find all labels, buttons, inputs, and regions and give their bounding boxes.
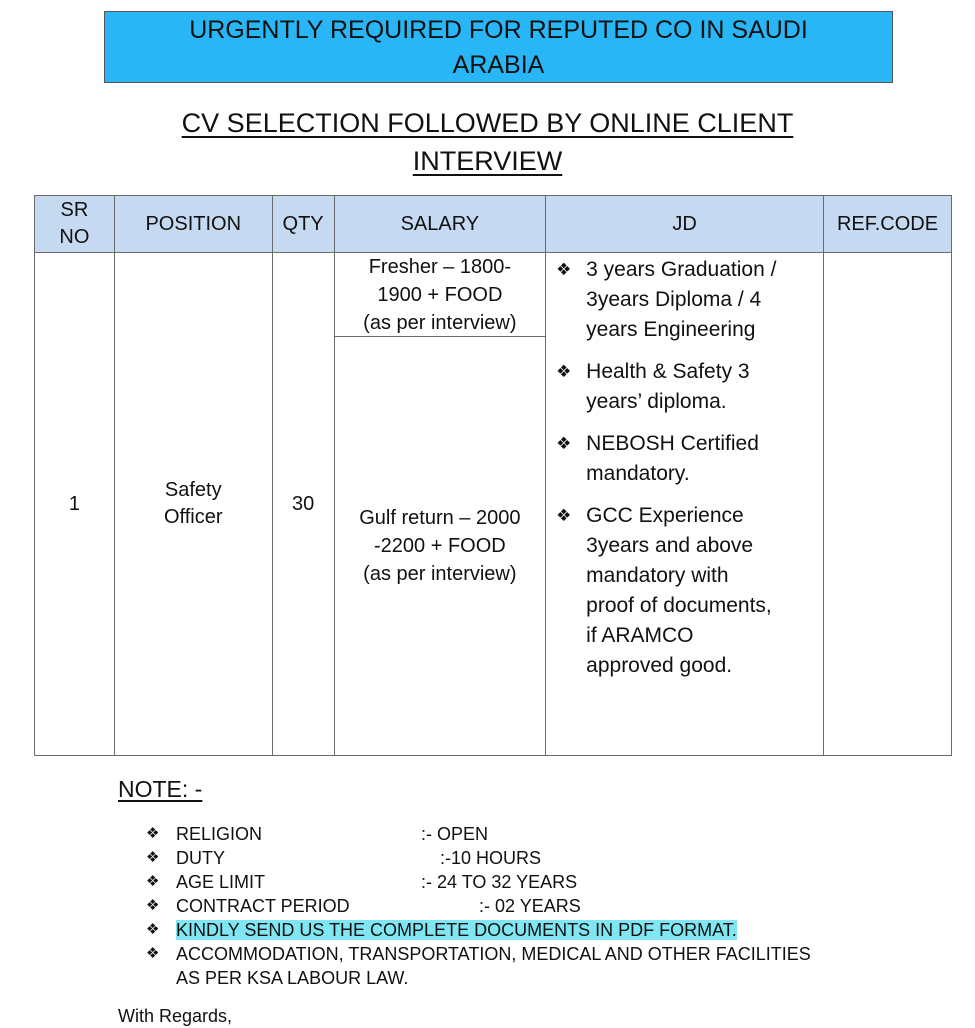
- closing-text: With Regards,: [118, 1006, 233, 1026]
- banner-line-2: ARABIA: [452, 51, 545, 79]
- list-item: ❖ NEBOSH Certified mandatory.: [586, 429, 782, 489]
- note-value: :- OPEN: [421, 824, 489, 844]
- salary-gulf-return: Gulf return – 2000 -2200 + FOOD (as per interview): [359, 507, 521, 585]
- subtitle: [100, 104, 875, 180]
- facilities-line-1: ACCOMMODATION, TRANSPORTATION, MEDICAL AND OTHER FACILITIES: [176, 944, 811, 964]
- jobs-table: [34, 195, 952, 756]
- jd-list: [546, 253, 823, 681]
- diamond-bullet-icon: ❖: [146, 849, 160, 866]
- salary-fresher: Fresher – 1800- 1900 + FOOD (as per interview): [335, 253, 546, 337]
- subtitle-line-1: CV SELECTION FOLLOWED BY ONLINE CLIENT: [181, 108, 794, 138]
- list-item: [146, 942, 866, 990]
- diamond-bullet-icon: ❖: [556, 362, 572, 381]
- list-item: [146, 822, 866, 846]
- facilities-line-2: AS PER KSA LABOUR LAW.: [176, 968, 409, 988]
- header-salary: SALARY: [334, 196, 546, 253]
- diamond-bullet-icon: ❖: [146, 873, 160, 890]
- diamond-bullet-icon: ❖: [556, 434, 572, 453]
- highlighted-instruction: KINDLY SEND US THE COMPLETE DOCUMENTS IN PDF FORMAT.: [176, 920, 737, 940]
- diamond-bullet-icon: ❖: [556, 260, 572, 279]
- note-value: :- 24 TO 32 YEARS: [421, 872, 578, 892]
- note-label: RELIGION: [176, 824, 263, 844]
- note-label: DUTY: [176, 848, 225, 868]
- list-item: [146, 846, 866, 870]
- table-row: [35, 253, 952, 756]
- diamond-bullet-icon: ❖: [146, 945, 160, 962]
- note-value: :-10 HOURS: [440, 848, 542, 868]
- diamond-bullet-icon: ❖: [146, 921, 160, 938]
- diamond-bullet-icon: ❖: [146, 825, 160, 842]
- diamond-bullet-icon: ❖: [146, 897, 160, 914]
- banner-line-1: URGENTLY REQUIRED FOR REPUTED CO IN SAUDI: [189, 16, 808, 44]
- list-item: [146, 894, 866, 918]
- table-header-row: [35, 196, 952, 253]
- list-item: ❖ GCC Experience 3years and above mandatory with proof of documents, if ARAMCO approved good.: [586, 501, 782, 681]
- note-list: [146, 822, 866, 990]
- note-value: :- 02 YEARS: [479, 896, 581, 916]
- banner: [104, 11, 893, 83]
- list-item: [146, 870, 866, 894]
- header-position: POSITION: [114, 196, 272, 253]
- note-label: AGE LIMIT: [176, 872, 266, 892]
- header-ref-code: REF.CODE: [824, 196, 952, 253]
- list-item: ❖ Health & Safety 3 years’ diploma.: [586, 357, 782, 417]
- list-item: ❖ 3 years Graduation / 3years Diploma / 4 years Engineering: [586, 255, 782, 345]
- header-jd: JD: [546, 196, 824, 253]
- cell-position: Safety Officer: [114, 253, 272, 756]
- header-sr-no: SR NO: [35, 196, 115, 253]
- cell-jd: [546, 253, 824, 756]
- diamond-bullet-icon: ❖: [556, 506, 572, 525]
- note-title: NOTE: -: [118, 776, 203, 802]
- header-qty: QTY: [272, 196, 334, 253]
- cell-sr-no: 1: [35, 253, 115, 756]
- cell-salary: [334, 253, 546, 756]
- subtitle-line-2: INTERVIEW: [412, 146, 563, 176]
- list-item: [146, 918, 866, 942]
- cell-qty: 30: [272, 253, 334, 756]
- cell-ref-code: [824, 253, 952, 756]
- note-label: CONTRACT PERIOD: [176, 896, 350, 916]
